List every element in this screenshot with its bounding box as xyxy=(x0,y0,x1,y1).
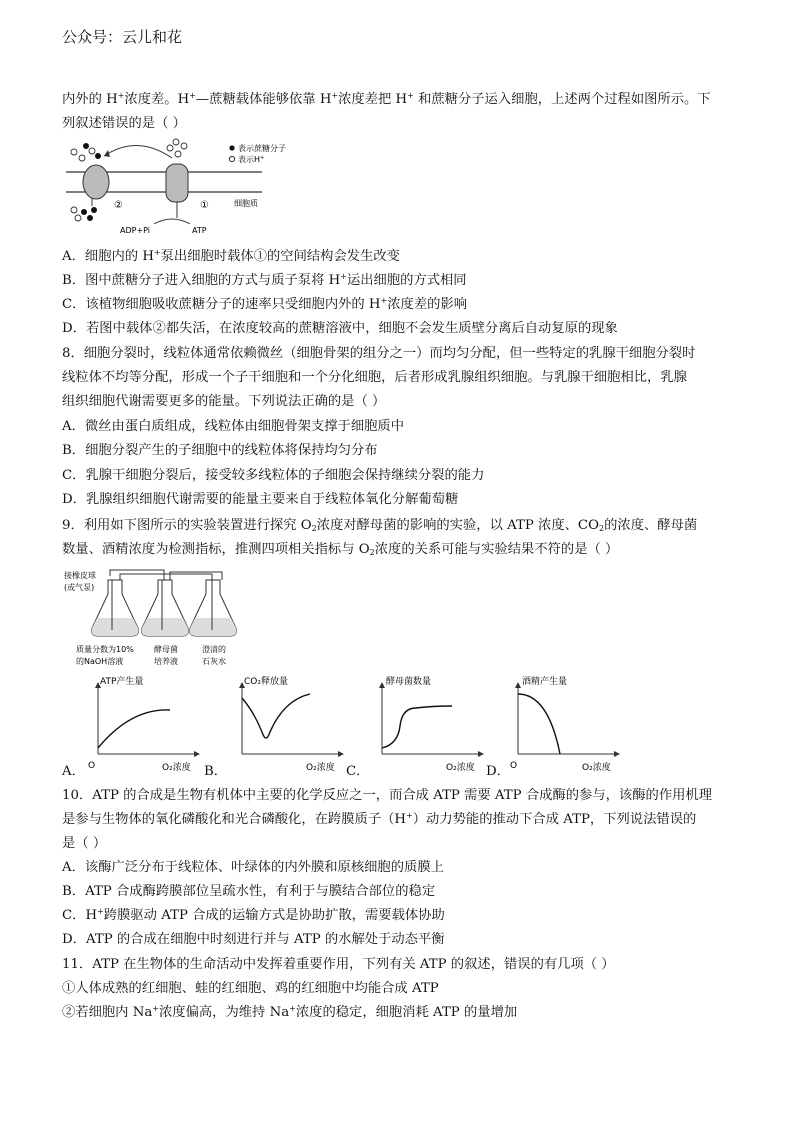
q11-item-2: ②若细胞内 Na+浓度偏高，为维持 Na+浓度的稳定，细胞消耗 ATP 的量增加 xyxy=(62,1004,518,1020)
svg-text:酵母菌数量: 酵母菌数量 xyxy=(386,677,432,687)
graph-a-letter: A． xyxy=(62,764,85,779)
q8-option-b: B．细胞分裂产生的子细胞中的线粒体将保持均匀分布 xyxy=(62,443,378,458)
svg-text:酒精产生量: 酒精产生量 xyxy=(522,677,568,687)
svg-text:表示H+: 表示H+ xyxy=(238,155,265,164)
q11-item-1: ①人体成熟的红细胞、蛙的红细胞、鸡的红细胞中均能合成 ATP xyxy=(62,981,439,996)
svg-text:①: ① xyxy=(200,200,209,211)
svg-text:接橡皮球: 接橡皮球 xyxy=(64,571,96,580)
graph-a xyxy=(86,674,206,774)
svg-text:ATP产生量: ATP产生量 xyxy=(100,677,144,687)
q10-stem-line3: 是（ ） xyxy=(62,836,107,851)
svg-text:酵母菌: 酵母菌 xyxy=(154,645,178,654)
q8-option-c: C．乳腺干细胞分裂后，接受较多线粒体的子细胞会保持继续分裂的能力 xyxy=(62,468,485,483)
graph-b-letter: B． xyxy=(204,764,228,779)
svg-text:表示蔗糖分子: 表示蔗糖分子 xyxy=(238,144,286,153)
svg-text:O₂浓度: O₂浓度 xyxy=(162,763,191,773)
graph-d-letter: D． xyxy=(486,764,510,779)
svg-text:O: O xyxy=(88,761,96,771)
graph-b-curve xyxy=(242,694,310,738)
svg-text:澄清的: 澄清的 xyxy=(202,645,226,654)
header-account: 公众号：云儿和花 xyxy=(62,28,183,46)
q8-option-a: A．微丝由蛋白质组成，线粒体由细胞骨架支撑于细胞质中 xyxy=(62,419,405,434)
q8-stem-line2: 线粒体不均等分配，形成一个子干细胞和一个分化细胞，后者形成乳腺组织细胞。与乳腺干细胞相比，乳腺 xyxy=(62,370,687,385)
svg-text:ATP: ATP xyxy=(192,226,207,235)
carrier-1-shape xyxy=(166,164,188,202)
svg-text:培养液: 培养液 xyxy=(154,657,178,666)
q10-option-c: C．H+跨膜驱动 ATP 合成的运输方式是协助扩散，需要载体协助 xyxy=(62,907,445,923)
q7-stem-line1: 内外的 H+浓度差。H+—蔗糖载体能够依靠 H+浓度差把 H+ 和蔗糖分子运入细胞，上述两个过程如图所示。下 xyxy=(62,91,711,107)
svg-text:(或气泵): (或气泵) xyxy=(64,583,95,592)
graph-c-curve xyxy=(382,706,452,748)
carrier-2-shape xyxy=(83,165,109,199)
q7-option-d: D．若图中载体②都失活，在浓度较高的蔗糖溶液中，细胞不会发生质壁分离后自动复原的现象 xyxy=(62,321,618,336)
svg-text:O₂浓度: O₂浓度 xyxy=(582,763,611,773)
q10-stem-line1: 10．ATP 的合成是生物有机体中主要的化学反应之一，而合成 ATP 需要 ATP 合成酶的参与，该酶的作用机理 xyxy=(62,788,712,803)
q8-option-d: D．乳腺组织细胞代谢需要的能量主要来自于线粒体氧化分解葡萄糖 xyxy=(62,492,459,507)
svg-text:的NaOH溶液: 的NaOH溶液 xyxy=(76,657,124,666)
svg-text:②: ② xyxy=(114,200,123,211)
q11-stem: 11．ATP 在生物体的生命活动中发挥着重要作用，下列有关 ATP 的叙述，错误的有几项（ ） xyxy=(62,957,615,972)
graph-b xyxy=(232,674,352,774)
q10-option-d: D．ATP 的合成在细胞中时刻进行并与 ATP 的水解处于动态平衡 xyxy=(62,932,445,947)
svg-text:质量分数为10%: 质量分数为10% xyxy=(76,645,134,654)
q7-option-a: A．细胞内的 H+泵出细胞时载体①的空间结构会发生改变 xyxy=(62,248,400,264)
graph-c xyxy=(372,674,492,774)
graph-d xyxy=(508,674,628,774)
yeast-apparatus-figure xyxy=(62,566,252,672)
q9-stem-line1: 9．利用如下图所示的实验装置进行探究 $O_2$浓度对酵母菌的影响的实验，以 ATP 浓度、$CO_2$的浓度、酵母菌 xyxy=(62,518,698,533)
svg-text:细胞质: 细胞质 xyxy=(234,199,258,208)
q10-stem-line2: 是参与生物体的氧化磷酸化和光合磷酸化，在跨膜质子（H+）动力势能的推动下合成 ATP，下列说法错误的 xyxy=(62,811,697,827)
q8-stem-line3: 组织细胞代谢需要更多的能量。下列说法正确的是（ ） xyxy=(62,394,386,409)
svg-text:石灰水: 石灰水 xyxy=(202,657,226,666)
graph-a-curve xyxy=(98,710,170,748)
svg-text:ADP+Pi: ADP+Pi xyxy=(120,226,151,235)
q7-stem-line2: 列叙述错误的是（ ） xyxy=(62,116,186,131)
svg-text:O₂浓度: O₂浓度 xyxy=(446,763,475,773)
membrane-transport-figure xyxy=(62,138,322,238)
q10-option-a: A．该酶广泛分布于线粒体、叶绿体的内外膜和原核细胞的质膜上 xyxy=(62,860,444,875)
svg-text:CO₂释放量: CO₂释放量 xyxy=(244,677,288,687)
q8-stem-line1: 8．细胞分裂时，线粒体通常依赖微丝（细胞骨架的组分之一）而均匀分配，但一些特定的乳腺干细胞分裂时 xyxy=(62,346,696,361)
svg-text:O₂浓度: O₂浓度 xyxy=(306,763,335,773)
q7-option-c: C．该植物细胞吸收蔗糖分子的速率只受细胞内外的 H+浓度差的影响 xyxy=(62,296,468,312)
graph-d-curve xyxy=(518,694,560,754)
graph-c-letter: C． xyxy=(346,764,370,779)
q7-option-b: B．图中蔗糖分子进入细胞的方式与质子泵将 H+运出细胞的方式相同 xyxy=(62,272,467,288)
q9-stem-line2: 数量、酒精浓度为检测指标，推测四项相关指标与 $O_2$浓度的关系可能与实验结果不符的是（ ） xyxy=(62,542,619,557)
svg-text:O: O xyxy=(510,761,518,771)
q10-option-b: B．ATP 合成酶跨膜部位呈疏水性，有利于与膜结合部位的稳定 xyxy=(62,884,436,899)
